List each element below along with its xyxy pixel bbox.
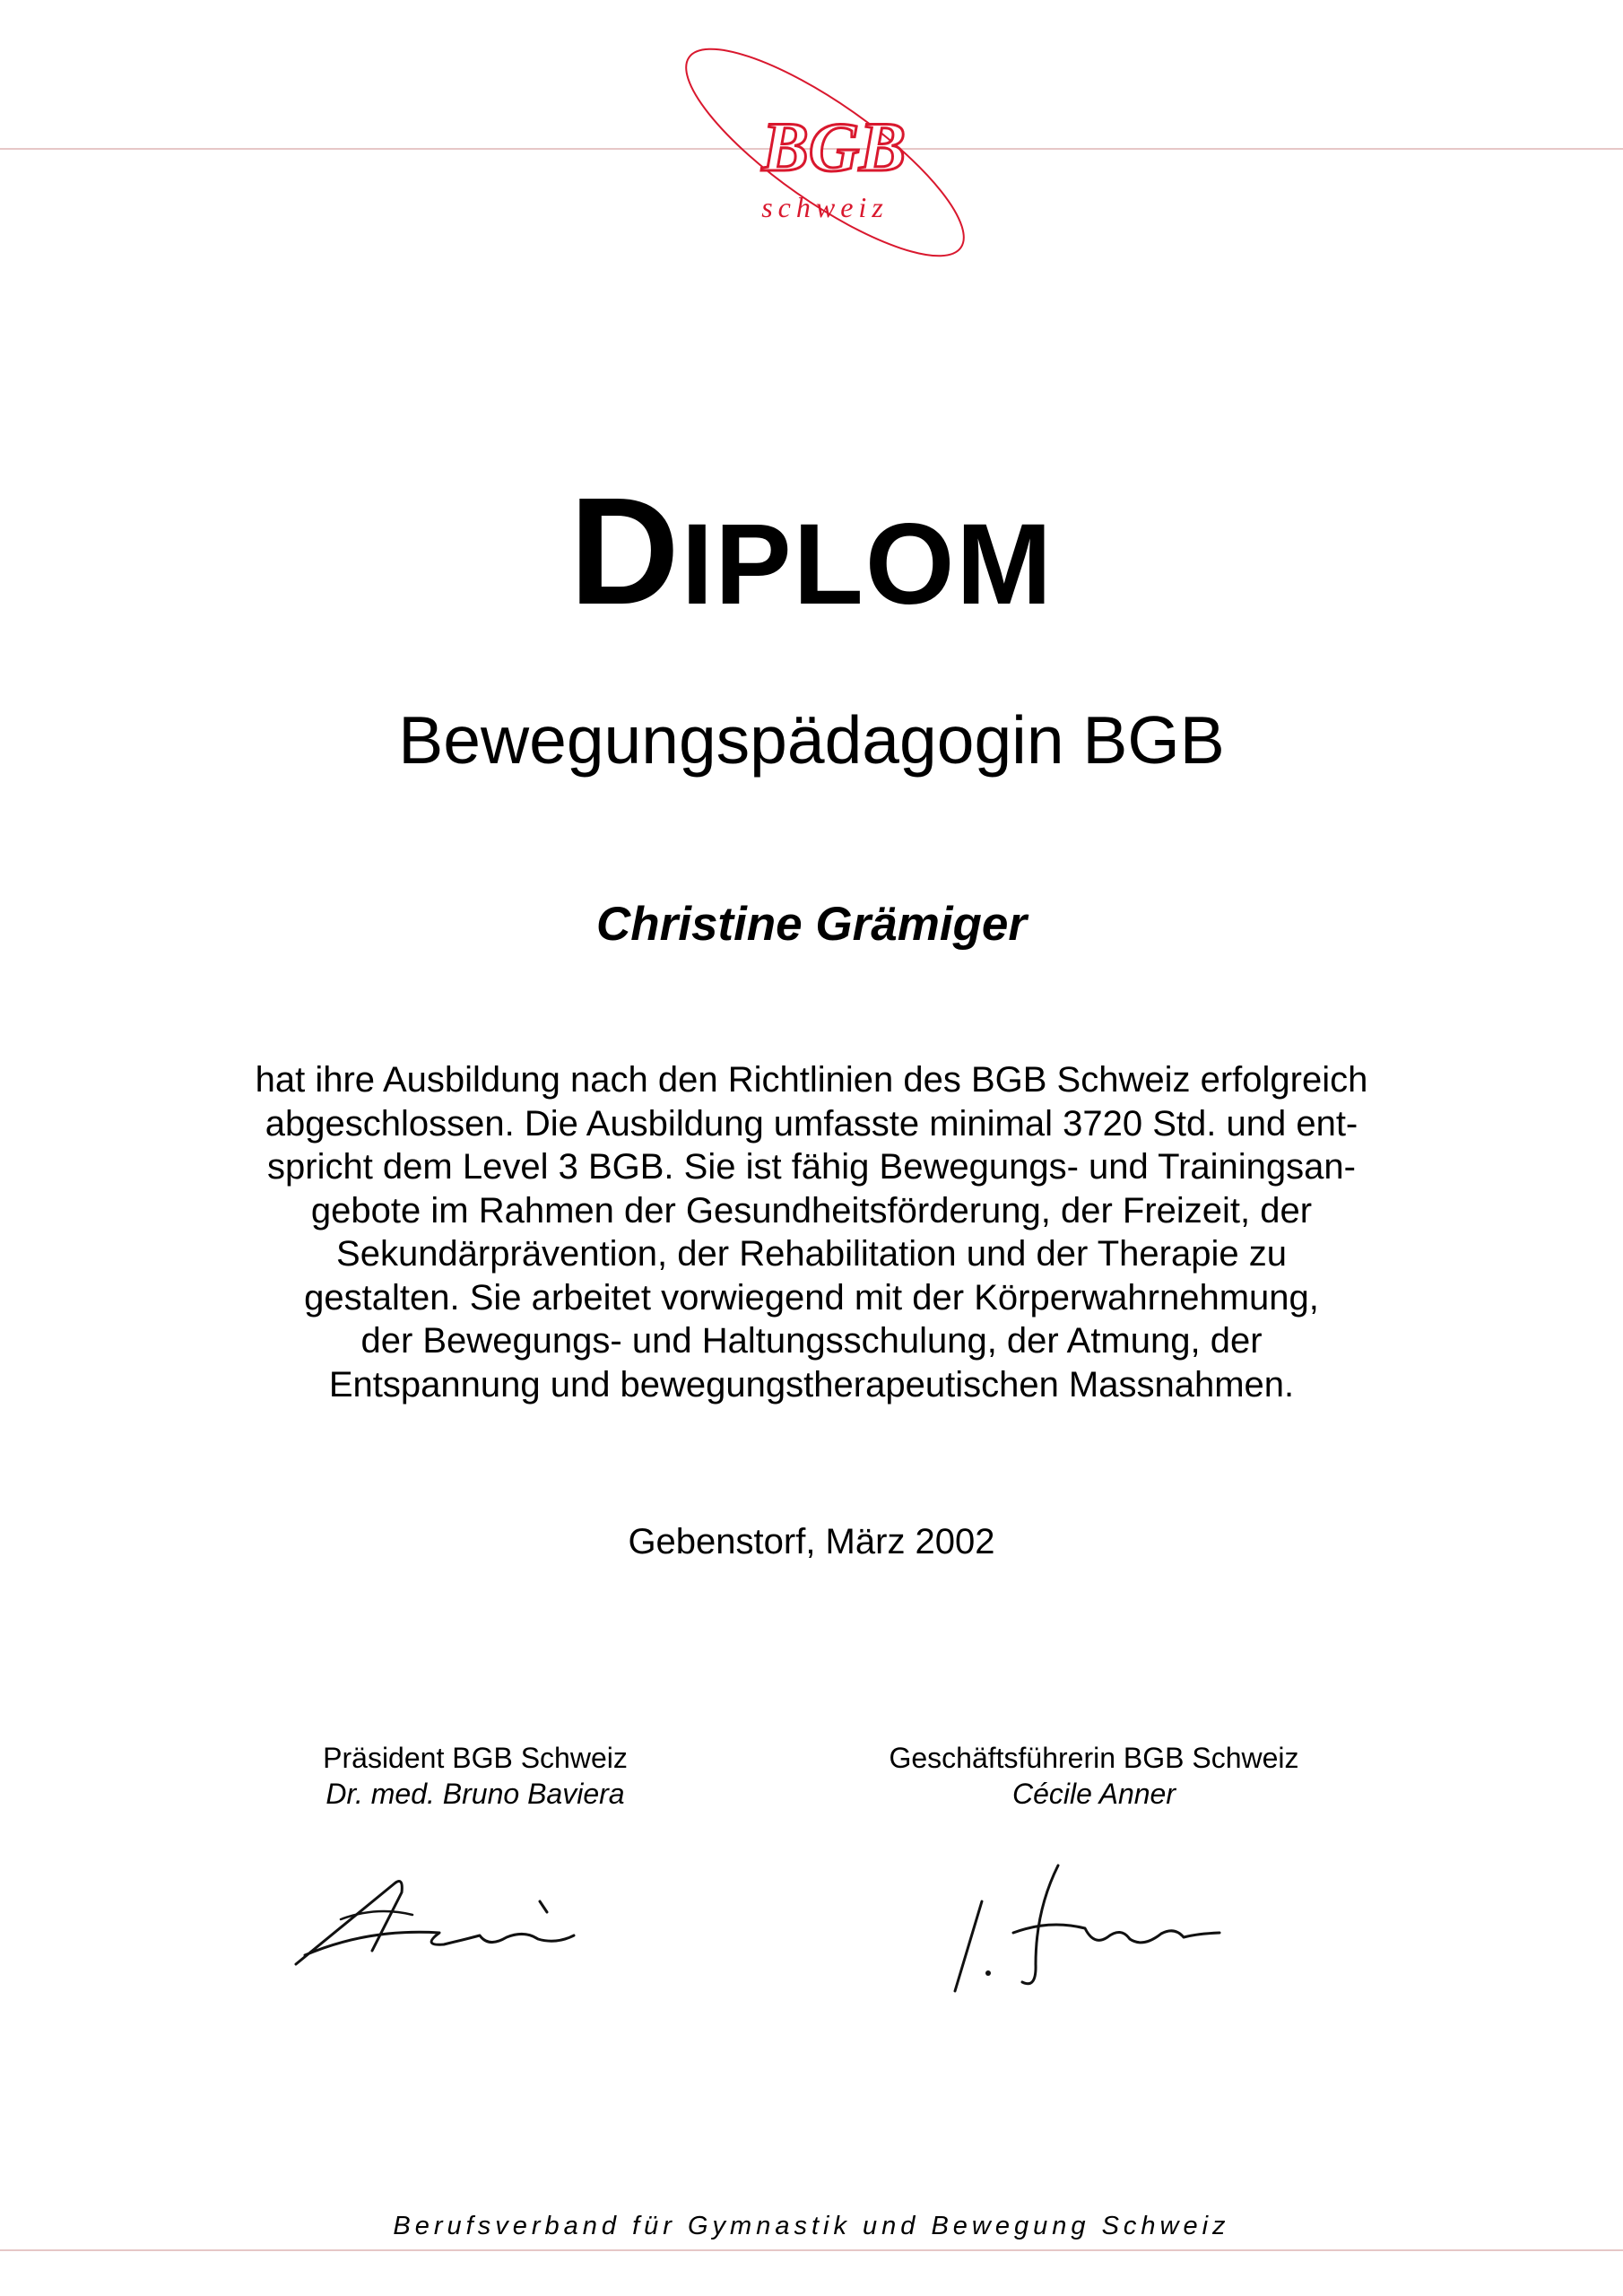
diploma-title <box>0 466 1623 637</box>
body-line: spricht dem Level 3 BGB. Sie ist fähig Bewegungs- und Trainingsan- <box>267 1147 1356 1187</box>
body-line: Sekundärprävention, der Rehabilitation und der Therapie zu <box>336 1234 1287 1274</box>
bgb-logo <box>655 27 995 278</box>
body-line: abgeschlossen. Die Ausbildung umfasste minimal 3720 Std. und ent- <box>265 1103 1358 1144</box>
signatory-name: Dr. med. Bruno Baviera <box>325 1778 625 1810</box>
signature-president <box>287 1866 592 1973</box>
title-initial: D <box>568 466 681 637</box>
body-line: Entspannung und bewegungstherapeutischen Massnahmen. <box>328 1364 1295 1405</box>
bottom-divider <box>0 2249 1623 2251</box>
signatory-director <box>861 1740 1327 1812</box>
body-line: hat ihre Ausbildung nach den Richtlinien des BGB Schweiz erfolgreich <box>255 1060 1368 1100</box>
body-line: gestalten. Sie arbeitet vorwiegend mit der Körperwahrnehmung, <box>304 1277 1319 1318</box>
body-line: der Bewegungs- und Haltungsschulung, der Atmung, der <box>360 1321 1263 1361</box>
title-rest: IPLOM <box>681 500 1055 629</box>
signatory-name: Cécile Anner <box>1011 1778 1176 1810</box>
logo-mark: BGB <box>761 108 907 186</box>
signatory-role: Geschäftsführerin BGB Schweiz <box>889 1742 1299 1774</box>
place-and-date: Gebenstorf, März 2002 <box>628 1522 995 1561</box>
signature-director <box>950 1848 1237 2000</box>
signatory-role: Präsident BGB Schweiz <box>323 1742 628 1774</box>
certificate-body <box>197 1058 1426 1406</box>
logo-sub: schweiz <box>761 191 889 223</box>
signatory-president <box>269 1740 681 1812</box>
footer-organization: Berufsverband für Gymnastik und Bewegung Schweiz <box>393 2212 1230 2240</box>
degree-title: Bewegungspädagogin BGB <box>398 702 1225 778</box>
recipient-name: Christine Grämiger <box>595 898 1028 951</box>
body-line: gebote im Rahmen der Gesundheitsförderung, der Freizeit, der <box>310 1190 1313 1231</box>
